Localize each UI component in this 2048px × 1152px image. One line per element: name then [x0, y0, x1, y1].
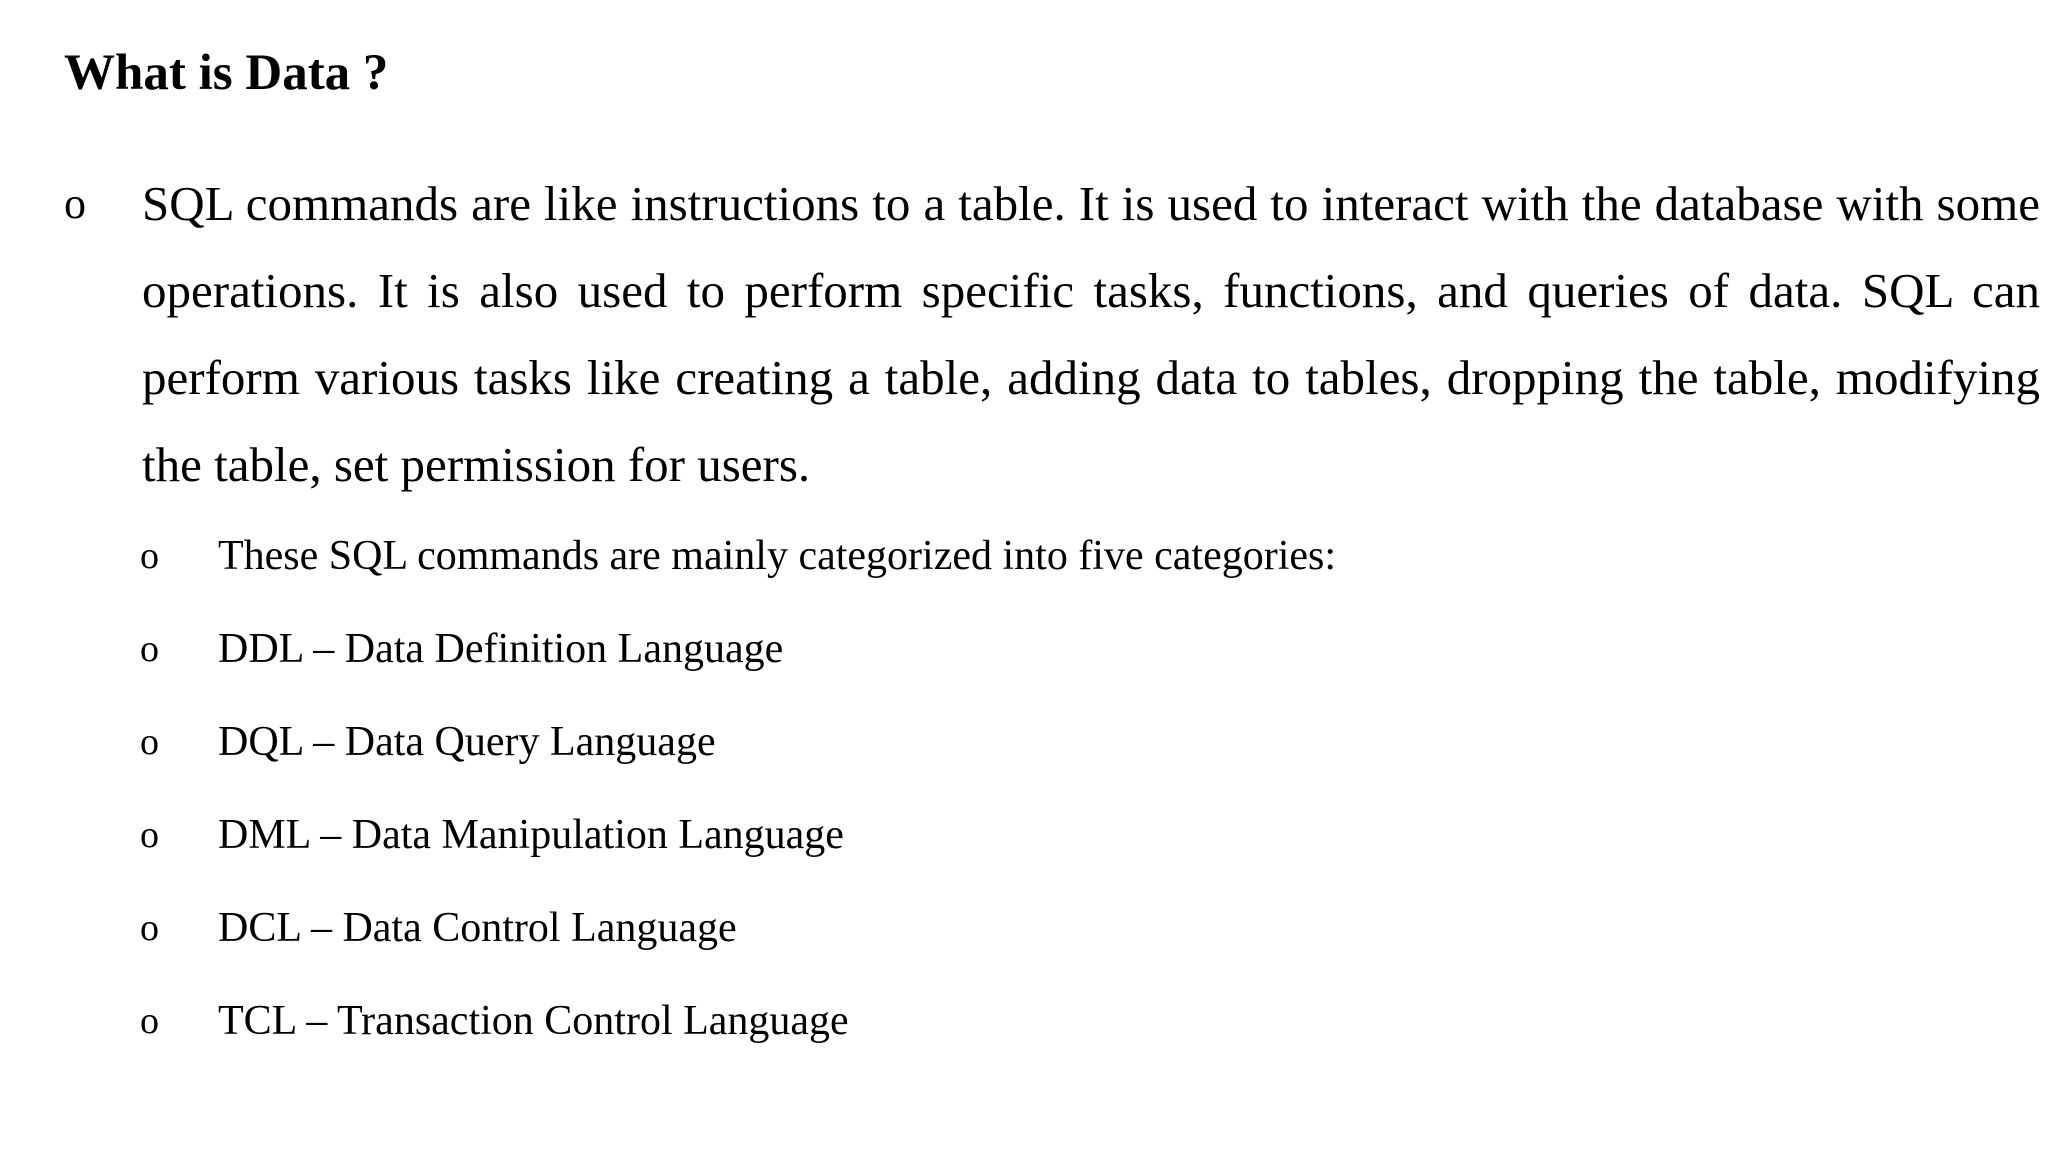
list-item — [140, 700, 1840, 793]
hollow-bullet-icon: o — [140, 1000, 159, 1042]
hollow-bullet-icon: o — [140, 814, 159, 856]
hollow-bullet-icon: o — [140, 535, 159, 577]
list-item — [140, 514, 1840, 607]
list-item-text: These SQL commands are mainly categorized into five categories: — [218, 533, 1337, 579]
hollow-bullet-icon: o — [140, 907, 159, 949]
hollow-bullet-icon: o — [140, 628, 159, 670]
list-item-text: DCL – Data Control Language — [218, 905, 737, 951]
sub-bullet-list — [140, 514, 1840, 1072]
list-item-text: DDL – Data Definition Language — [218, 626, 784, 672]
list-item-text: TCL – Transaction Control Language — [218, 998, 849, 1044]
list-item — [140, 979, 1840, 1072]
list-item-text: DML – Data Manipulation Language — [218, 812, 844, 858]
main-paragraph: SQL commands are like instructions to a table. It is used to interact with the database with some operations. It is also used to perform specific tasks, functions, and queries of data. SQL can perform various tasks like creating a table, adding data to tables, dropping the table, modifying the table, set permission for users. — [142, 176, 2040, 492]
list-item — [140, 793, 1840, 886]
hollow-bullet-icon: o — [140, 721, 159, 763]
list-item-text: DQL – Data Query Language — [218, 719, 716, 765]
list-item — [140, 886, 1840, 979]
list-item — [140, 607, 1840, 700]
page-title: What is Data ? — [64, 45, 389, 101]
hollow-bullet-icon: o — [64, 179, 86, 228]
